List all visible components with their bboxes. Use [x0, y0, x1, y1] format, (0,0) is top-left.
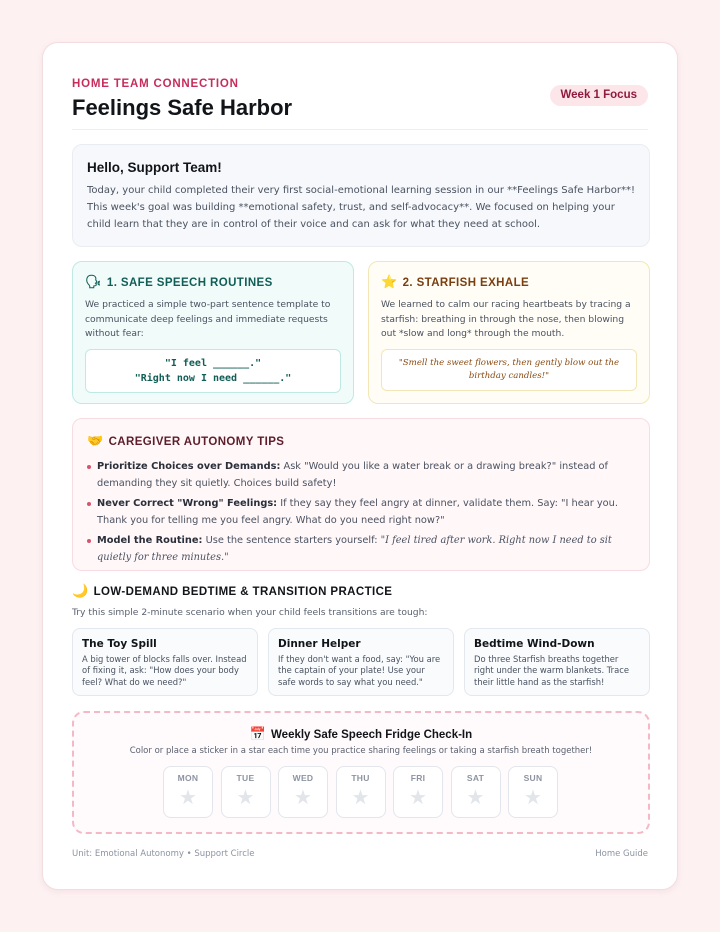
- fridge-title-text: Weekly Safe Speech Fridge Check-In: [271, 728, 473, 741]
- day-sat-box[interactable]: [451, 766, 501, 818]
- scenario-body: A big tower of blocks falls over. Instead of fixing it, ask: "How does your body feel? What do we need?": [82, 654, 247, 687]
- intro-heading: Hello, Support Team!: [87, 160, 222, 175]
- day-fri-box[interactable]: [393, 766, 443, 818]
- day-label: THU: [351, 773, 370, 783]
- starfish-title-text: 2. STARFISH EXHALE: [402, 276, 530, 289]
- footer-guide-label: Home Guide: [595, 849, 648, 859]
- scenario-card: [72, 628, 258, 696]
- day-label: TUE: [236, 773, 255, 783]
- tips-title-text: CAREGIVER AUTONOMY TIPS: [108, 435, 285, 448]
- scenario-body: If they don't want a food, say: "You are the captain of your plate! Use your safe words to say what you need.": [278, 654, 441, 687]
- bedtime-title-text: LOW-DEMAND BEDTIME & TRANSITION PRACTICE: [93, 585, 393, 598]
- day-label: SAT: [466, 773, 485, 783]
- day-label: SUN: [523, 773, 543, 783]
- scenario-title: Dinner Helper: [278, 638, 361, 650]
- tip-label: Prioritize Choices over Demands:: [97, 461, 281, 472]
- sentence-template-line-1: "I feel ______.": [164, 357, 262, 369]
- tip-text: Ask "Would you like a water break or a drawing break?" instead of demanding they sit quietly. Choices build safety!: [97, 461, 608, 489]
- scenario-card: [268, 628, 454, 696]
- tip-example: "I feel tired after work. Right now I need to sit quietly for three minutes.": [97, 535, 612, 563]
- day-sun-box[interactable]: [508, 766, 558, 818]
- starfish-card: [368, 261, 650, 404]
- header-divider: [72, 129, 648, 130]
- day-tracker: [163, 766, 558, 818]
- tips-list: [87, 458, 635, 566]
- day-label: MON: [177, 773, 199, 783]
- star-icon: ⭐: [381, 275, 398, 290]
- tip-text: If they say they feel angry at dinner, validate them. Say: "I hear you. Thank you for telling me you feel angry. What do you need right now?": [97, 498, 618, 526]
- week-badge: Week 1 Focus: [550, 85, 649, 106]
- scenario-card: [464, 628, 650, 696]
- footer-unit: Unit: Emotional Autonomy • Support Circle: [72, 849, 255, 859]
- caregiver-tips-card: [72, 418, 650, 571]
- handshake-icon: 🤝: [87, 434, 104, 449]
- bedtime-section-title: [72, 584, 392, 599]
- safe-speech-title-text: 1. SAFE SPEECH ROUTINES: [106, 276, 273, 289]
- star-icon: ★: [294, 785, 312, 809]
- star-icon: ★: [179, 785, 197, 809]
- starfish-title: [381, 275, 637, 290]
- star-icon: ★: [236, 785, 255, 809]
- sentence-template-line-2: "Right now I need ______.": [134, 372, 292, 384]
- day-mon-box[interactable]: [163, 766, 213, 818]
- list-item: [87, 458, 635, 492]
- starfish-quote: "Smell the sweet flowers, then gently blow out the birthday candles!": [381, 349, 637, 391]
- scenario-body: Do three Starfish breaths together right under the warm blankets. Trace their little hand as the starfish!: [474, 654, 630, 687]
- safe-speech-body: We practiced a simple two-part sentence template to communicate deep feelings and immediate requests without fear:: [85, 299, 331, 339]
- day-thu-box[interactable]: [336, 766, 386, 818]
- starfish-body: We learned to calm our racing heartbeats by tracing a starfish: breathing in through the nose, then blowing out *slow and long* through the mouth.: [381, 299, 631, 339]
- tip-text: Use the sentence starters yourself:: [202, 535, 381, 546]
- fridge-check-in: [72, 711, 650, 834]
- scenario-title: The Toy Spill: [82, 638, 157, 650]
- page-kicker: HOME TEAM CONNECTION: [72, 78, 239, 90]
- intro-body: Today, your child completed their very first social-emotional learning session in our **Feelings Safe Harbor**! This week's goal was building **emotional safety, trust, and self-advocacy**. We focused on helping your child learn that they are in control of their voice and can ask for what they need at school.: [87, 185, 635, 230]
- star-icon: ★: [524, 785, 542, 809]
- page-title: Feelings Safe Harbor: [72, 95, 293, 120]
- bedtime-subtitle: Try this simple 2-minute scenario when your child feels transitions are tough:: [72, 607, 428, 618]
- day-label: WED: [292, 773, 314, 783]
- star-icon: ★: [409, 785, 427, 809]
- home-guide-page: [42, 42, 678, 890]
- fridge-subtitle: Color or place a sticker in a star each time you practice sharing feelings or taking a starfish breath together!: [129, 746, 593, 756]
- day-wed-box[interactable]: [278, 766, 328, 818]
- tip-label: Model the Routine:: [97, 535, 203, 546]
- intro-card: [72, 144, 650, 247]
- speaking-head-icon: 🗣: [85, 275, 102, 290]
- day-tue-box[interactable]: [221, 766, 271, 818]
- star-icon: ★: [466, 785, 485, 809]
- tip-label: Never Correct "Wrong" Feelings:: [97, 498, 278, 509]
- safe-speech-card: [72, 261, 354, 404]
- fridge-title: [74, 727, 648, 742]
- scenario-title: Bedtime Wind-Down: [474, 638, 595, 650]
- crescent-moon-icon: 🌙: [72, 584, 89, 599]
- day-label: FRI: [410, 773, 426, 783]
- list-item: [87, 495, 635, 529]
- tips-title: [87, 434, 635, 449]
- sentence-template: [85, 349, 341, 393]
- list-item: [87, 532, 635, 566]
- star-icon: ★: [351, 785, 370, 809]
- safe-speech-title: [85, 275, 341, 290]
- calendar-icon: 📅: [249, 727, 267, 742]
